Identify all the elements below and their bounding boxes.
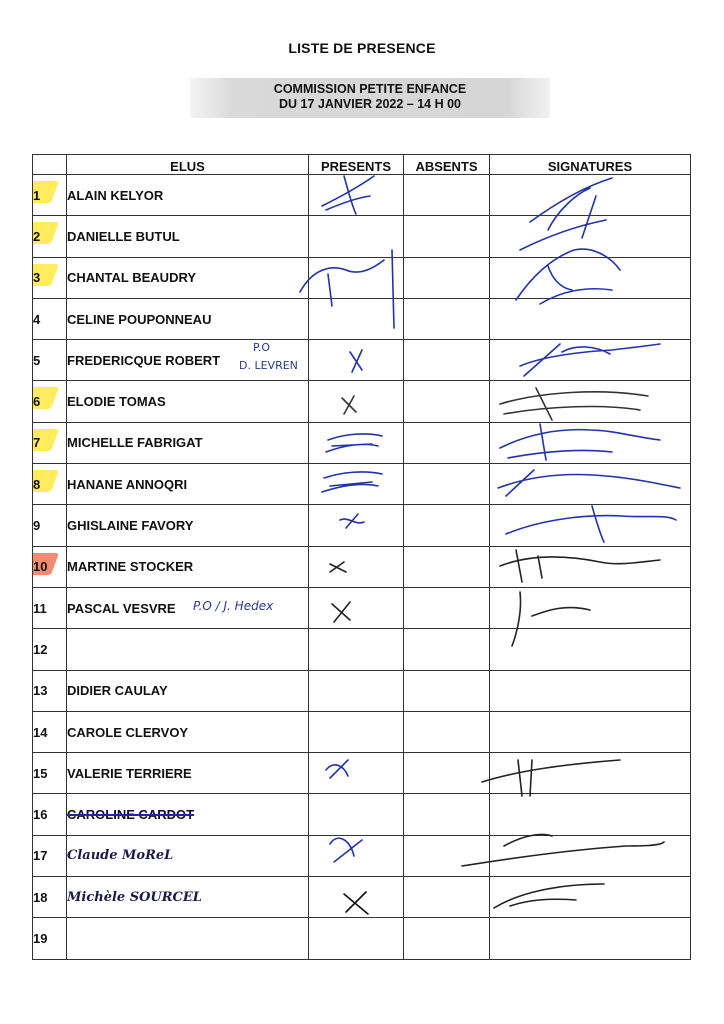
column-header-signatures: SIGNATURES: [490, 155, 691, 175]
absent-cell[interactable]: [404, 298, 490, 339]
row-number-cell: [33, 629, 67, 670]
row-number-cell: [33, 794, 67, 835]
present-cell[interactable]: [309, 670, 404, 711]
row-number: 5: [33, 352, 41, 368]
row-number: 10: [33, 559, 48, 575]
column-header-absents: ABSENTS: [404, 155, 490, 175]
absent-cell[interactable]: [404, 794, 490, 835]
elu-name: CHANTAL BEAUDRY: [67, 257, 309, 298]
table-row: [33, 298, 691, 339]
absent-cell[interactable]: [404, 587, 490, 628]
row-number-cell: [33, 298, 67, 339]
elu-name: PASCAL VESVRE: [67, 600, 176, 616]
row-number: 2: [33, 228, 41, 244]
meeting-banner: [190, 78, 550, 118]
present-cell[interactable]: [309, 464, 404, 505]
signature-cell[interactable]: [490, 175, 691, 216]
row-number-cell: [33, 381, 67, 422]
elu-name: MICHELLE FABRIGAT: [67, 422, 309, 463]
row-number: 8: [33, 476, 41, 492]
absent-cell[interactable]: [404, 877, 490, 918]
present-cell[interactable]: [309, 422, 404, 463]
row-number: 18: [33, 889, 48, 905]
signature-cell[interactable]: [490, 587, 691, 628]
signature-cell[interactable]: [490, 794, 691, 835]
row-number-cell: [33, 505, 67, 546]
table-row: [33, 918, 691, 959]
present-cell[interactable]: [309, 298, 404, 339]
elu-name-cell: [67, 340, 309, 381]
absent-cell[interactable]: [404, 835, 490, 876]
table-row: [33, 422, 691, 463]
row-number-cell: [33, 216, 67, 257]
row-number-cell: [33, 422, 67, 463]
present-cell[interactable]: [309, 753, 404, 794]
present-cell[interactable]: [309, 877, 404, 918]
present-cell[interactable]: [309, 711, 404, 752]
elu-name-handwritten: Michèle SOURCEL: [67, 877, 309, 918]
elu-name-cell: [67, 794, 309, 835]
row-number-cell: [33, 257, 67, 298]
absent-cell[interactable]: [404, 505, 490, 546]
signature-cell[interactable]: [490, 877, 691, 918]
absent-cell[interactable]: [404, 918, 490, 959]
signature-cell[interactable]: [490, 918, 691, 959]
table-row: [33, 877, 691, 918]
absent-cell[interactable]: [404, 464, 490, 505]
attendance-table: [32, 154, 691, 960]
row-number: 14: [33, 724, 48, 740]
row-number-cell: [33, 175, 67, 216]
absent-cell[interactable]: [404, 381, 490, 422]
table-row: [33, 835, 691, 876]
signature-cell[interactable]: [490, 381, 691, 422]
proxy-note: D. LEVREN: [239, 359, 298, 373]
row-number: 4: [33, 311, 41, 327]
row-number: 11: [33, 600, 47, 616]
elu-name: DIDIER CAULAY: [67, 670, 309, 711]
row-number-cell: [33, 546, 67, 587]
table-row: [33, 340, 691, 381]
row-number: 13: [33, 683, 48, 699]
row-number-cell: [33, 877, 67, 918]
present-cell[interactable]: [309, 505, 404, 546]
elu-name: CELINE POUPONNEAU: [67, 298, 309, 339]
absent-cell[interactable]: [404, 670, 490, 711]
signature-cell[interactable]: [490, 670, 691, 711]
elu-name: FREDERICQUE ROBERT: [67, 352, 221, 368]
signature-cell[interactable]: [490, 422, 691, 463]
present-cell[interactable]: [309, 340, 404, 381]
column-header-presents: PRESENTS: [309, 155, 404, 175]
table-header-row: [33, 155, 691, 175]
table-row: [33, 505, 691, 546]
signature-cell[interactable]: [490, 711, 691, 752]
signature-cell[interactable]: [490, 505, 691, 546]
signature-cell[interactable]: [490, 753, 691, 794]
row-number-cell: [33, 340, 67, 381]
absent-cell[interactable]: [404, 216, 490, 257]
elu-name: HANANE ANNOQRI: [67, 464, 309, 505]
absent-cell[interactable]: [404, 422, 490, 463]
elu-name: GHISLAINE FAVORY: [67, 505, 309, 546]
signature-cell[interactable]: [490, 257, 691, 298]
elu-name: CAROLINE CARDOT: [67, 807, 195, 823]
column-header-number: [33, 155, 67, 175]
absent-cell[interactable]: [404, 175, 490, 216]
row-number-cell: [33, 587, 67, 628]
row-number: 7: [33, 435, 41, 451]
elu-name: CAROLE CLERVOY: [67, 711, 309, 752]
table-row: [33, 753, 691, 794]
meeting-title: COMMISSION PETITE ENFANCE: [273, 82, 467, 96]
column-header-elus: ELUS: [67, 155, 309, 175]
signature-cell[interactable]: [490, 216, 691, 257]
row-number: 19: [33, 930, 48, 946]
row-number: 16: [33, 807, 48, 823]
row-number-cell: [33, 711, 67, 752]
proxy-note: P.O: [253, 341, 271, 355]
table-row: [33, 711, 691, 752]
absent-cell[interactable]: [404, 546, 490, 587]
row-number: 3: [33, 270, 41, 286]
absent-cell[interactable]: [404, 340, 490, 381]
elu-name: MARTINE STOCKER: [67, 546, 309, 587]
elu-name: DANIELLE BUTUL: [67, 216, 309, 257]
absent-cell[interactable]: [404, 711, 490, 752]
row-number: 15: [33, 765, 48, 781]
present-cell[interactable]: [309, 257, 404, 298]
table-row: [33, 175, 691, 216]
row-number-cell: [33, 464, 67, 505]
signature-cell[interactable]: [490, 546, 691, 587]
table-row: [33, 257, 691, 298]
table-row: [33, 216, 691, 257]
absent-cell[interactable]: [404, 629, 490, 670]
row-number-cell: [33, 835, 67, 876]
present-cell[interactable]: [309, 629, 404, 670]
row-number: 17: [33, 848, 48, 864]
table-row: [33, 794, 691, 835]
page-title: LISTE DE PRESENCE: [288, 40, 436, 56]
elu-name: [67, 629, 309, 670]
elu-name: ALAIN KELYOR: [67, 175, 309, 216]
elu-name: ELODIE TOMAS: [67, 381, 309, 422]
table-row: [33, 670, 691, 711]
row-number: 1: [33, 187, 41, 203]
signature-cell[interactable]: [490, 464, 691, 505]
elu-name: [67, 918, 309, 959]
meeting-date: DU 17 JANVIER 2022 – 14 H 00: [278, 97, 462, 111]
signature-cell[interactable]: [490, 340, 691, 381]
proxy-note: P.O / J. Hedex: [193, 598, 274, 613]
table-row: [33, 546, 691, 587]
present-cell[interactable]: [309, 546, 404, 587]
present-cell[interactable]: [309, 835, 404, 876]
present-cell[interactable]: [309, 918, 404, 959]
elu-name: VALERIE TERRIERE: [67, 753, 309, 794]
table-row: [33, 587, 691, 628]
present-cell[interactable]: [309, 794, 404, 835]
absent-cell[interactable]: [404, 257, 490, 298]
row-number: 12: [33, 641, 48, 657]
signature-cell[interactable]: [490, 298, 691, 339]
row-number-cell: [33, 753, 67, 794]
elu-name-handwritten: Claude MoReL: [67, 835, 309, 876]
row-number: 6: [33, 394, 41, 410]
table-row: [33, 381, 691, 422]
row-number-cell: [33, 670, 67, 711]
present-cell[interactable]: [309, 175, 404, 216]
table-row: [33, 464, 691, 505]
elu-name-cell: [67, 587, 309, 628]
signature-cell[interactable]: [490, 835, 691, 876]
present-cell[interactable]: [309, 381, 404, 422]
signature-cell[interactable]: [490, 629, 691, 670]
row-number-cell: [33, 918, 67, 959]
row-number: 9: [33, 518, 41, 534]
present-cell[interactable]: [309, 216, 404, 257]
present-cell[interactable]: [309, 587, 404, 628]
absent-cell[interactable]: [404, 753, 490, 794]
table-row: [33, 629, 691, 670]
